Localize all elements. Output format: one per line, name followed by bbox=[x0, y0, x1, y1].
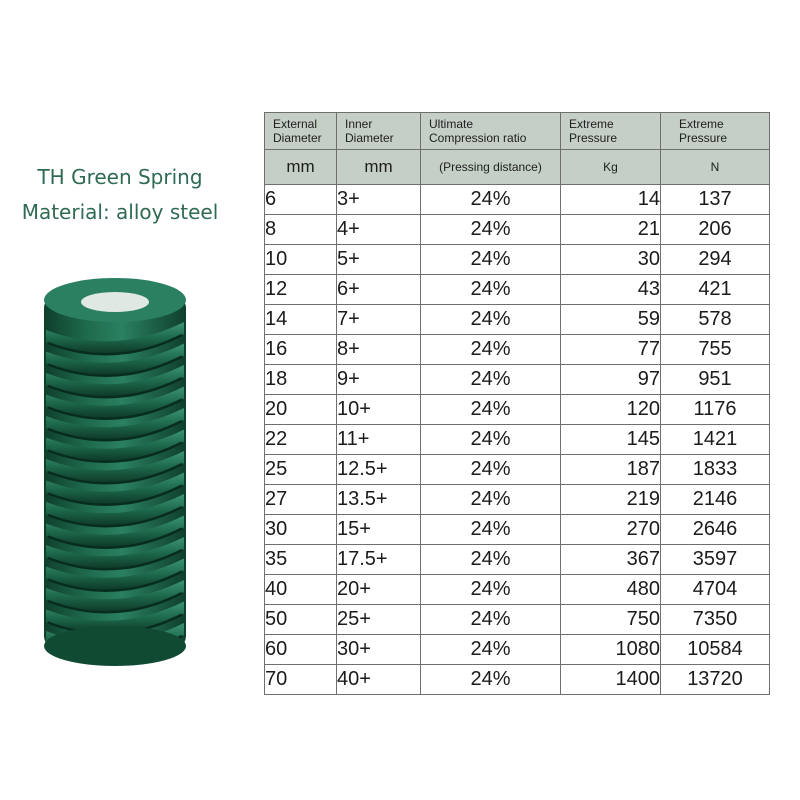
table-cell: 6 bbox=[265, 185, 337, 215]
column-header-pressure-n bbox=[661, 113, 770, 150]
table-row bbox=[265, 425, 770, 455]
table-cell: 270 bbox=[561, 515, 661, 545]
table-cell: 30 bbox=[561, 245, 661, 275]
table-cell: 35 bbox=[265, 545, 337, 575]
header-text: Diameter bbox=[345, 131, 394, 145]
table-cell: 1421 bbox=[661, 425, 770, 455]
table-cell: 24% bbox=[421, 545, 561, 575]
table-row bbox=[265, 605, 770, 635]
table-cell: 97 bbox=[561, 365, 661, 395]
table-row bbox=[265, 245, 770, 275]
spring-top-opening bbox=[81, 292, 149, 312]
table-cell: 750 bbox=[561, 605, 661, 635]
table-cell: 6+ bbox=[337, 275, 421, 305]
table-cell: 137 bbox=[661, 185, 770, 215]
column-header-compression-ratio bbox=[421, 113, 561, 150]
table-row bbox=[265, 665, 770, 695]
material-label: Material: alloy steel bbox=[21, 200, 219, 224]
table-cell: 24% bbox=[421, 665, 561, 695]
table-cell: 60 bbox=[265, 635, 337, 665]
table-row bbox=[265, 275, 770, 305]
table-cell: 25+ bbox=[337, 605, 421, 635]
table-cell: 12 bbox=[265, 275, 337, 305]
table-cell: 294 bbox=[661, 245, 770, 275]
table-cell: 59 bbox=[561, 305, 661, 335]
table-cell: 22 bbox=[265, 425, 337, 455]
table-cell: 21 bbox=[561, 215, 661, 245]
table-row bbox=[265, 635, 770, 665]
table-cell: 30 bbox=[265, 515, 337, 545]
table-row bbox=[265, 185, 770, 215]
table-cell: 20 bbox=[265, 395, 337, 425]
table-cell: 24% bbox=[421, 575, 561, 605]
table-cell: 13720 bbox=[661, 665, 770, 695]
product-title: TH Green Spring bbox=[37, 165, 203, 189]
table-cell: 10584 bbox=[661, 635, 770, 665]
unit-header: (Pressing distance) bbox=[421, 150, 561, 185]
table-cell: 40 bbox=[265, 575, 337, 605]
table-cell: 14 bbox=[265, 305, 337, 335]
table-row bbox=[265, 305, 770, 335]
table-cell: 12.5+ bbox=[337, 455, 421, 485]
table-cell: 421 bbox=[661, 275, 770, 305]
table-cell: 10+ bbox=[337, 395, 421, 425]
table-cell: 5+ bbox=[337, 245, 421, 275]
spring-spec-table bbox=[264, 112, 770, 695]
unit-header: N bbox=[661, 150, 770, 185]
table-row bbox=[265, 485, 770, 515]
table-cell: 24% bbox=[421, 605, 561, 635]
table-cell: 24% bbox=[421, 485, 561, 515]
table-cell: 24% bbox=[421, 515, 561, 545]
header-text: Pressure bbox=[679, 131, 728, 145]
column-header-pressure-kg bbox=[561, 113, 661, 150]
table-cell: 24% bbox=[421, 365, 561, 395]
table-cell: 24% bbox=[421, 245, 561, 275]
table-cell: 120 bbox=[561, 395, 661, 425]
table-cell: 3597 bbox=[661, 545, 770, 575]
table-row bbox=[265, 365, 770, 395]
table-cell: 20+ bbox=[337, 575, 421, 605]
table-cell: 24% bbox=[421, 635, 561, 665]
table-cell: 7350 bbox=[661, 605, 770, 635]
table-cell: 70 bbox=[265, 665, 337, 695]
table-cell: 187 bbox=[561, 455, 661, 485]
table-cell: 480 bbox=[561, 575, 661, 605]
table-cell: 24% bbox=[421, 275, 561, 305]
table-row bbox=[265, 545, 770, 575]
header-text: Ultimate bbox=[429, 117, 474, 131]
table-cell: 24% bbox=[421, 335, 561, 365]
table-cell: 145 bbox=[561, 425, 661, 455]
table-cell: 4+ bbox=[337, 215, 421, 245]
table-cell: 18 bbox=[265, 365, 337, 395]
table-cell: 27 bbox=[265, 485, 337, 515]
table-cell: 43 bbox=[561, 275, 661, 305]
header-text: External bbox=[273, 117, 318, 131]
table-cell: 24% bbox=[421, 215, 561, 245]
column-header-inner-diameter bbox=[337, 113, 421, 150]
table-cell: 2646 bbox=[661, 515, 770, 545]
table-cell: 24% bbox=[421, 305, 561, 335]
green-spring-image bbox=[40, 278, 190, 668]
header-text: Diameter bbox=[273, 131, 322, 145]
table-row bbox=[265, 335, 770, 365]
table-cell: 1176 bbox=[661, 395, 770, 425]
table-row bbox=[265, 515, 770, 545]
table-cell: 367 bbox=[561, 545, 661, 575]
table-cell: 24% bbox=[421, 185, 561, 215]
table-row bbox=[265, 575, 770, 605]
table-cell: 17.5+ bbox=[337, 545, 421, 575]
table-cell: 24% bbox=[421, 395, 561, 425]
spring-bottom-coil bbox=[44, 626, 186, 666]
unit-header: mm bbox=[265, 150, 337, 185]
table-cell: 30+ bbox=[337, 635, 421, 665]
table-cell: 9+ bbox=[337, 365, 421, 395]
table-cell: 1833 bbox=[661, 455, 770, 485]
header-text: Inner bbox=[345, 117, 373, 131]
table-cell: 16 bbox=[265, 335, 337, 365]
table-cell: 11+ bbox=[337, 425, 421, 455]
table-cell: 755 bbox=[661, 335, 770, 365]
table-cell: 206 bbox=[661, 215, 770, 245]
table-cell: 13.5+ bbox=[337, 485, 421, 515]
table-cell: 50 bbox=[265, 605, 337, 635]
table-cell: 1080 bbox=[561, 635, 661, 665]
header-text: Compression ratio bbox=[429, 131, 527, 145]
table-cell: 24% bbox=[421, 455, 561, 485]
table-cell: 8 bbox=[265, 215, 337, 245]
column-header-external-diameter bbox=[265, 113, 337, 150]
header-text: Extreme bbox=[679, 117, 724, 131]
unit-header: Kg bbox=[561, 150, 661, 185]
unit-header: mm bbox=[337, 150, 421, 185]
table-cell: 14 bbox=[561, 185, 661, 215]
table-row bbox=[265, 395, 770, 425]
table-cell: 40+ bbox=[337, 665, 421, 695]
header-text: Pressure bbox=[569, 131, 618, 145]
table-cell: 77 bbox=[561, 335, 661, 365]
table-cell: 25 bbox=[265, 455, 337, 485]
table-cell: 15+ bbox=[337, 515, 421, 545]
table-cell: 219 bbox=[561, 485, 661, 515]
table-cell: 3+ bbox=[337, 185, 421, 215]
table-row bbox=[265, 455, 770, 485]
table-cell: 24% bbox=[421, 425, 561, 455]
table-row bbox=[265, 215, 770, 245]
table-cell: 7+ bbox=[337, 305, 421, 335]
table-cell: 2146 bbox=[661, 485, 770, 515]
header-text: Extreme bbox=[569, 117, 614, 131]
table-cell: 1400 bbox=[561, 665, 661, 695]
table-cell: 4704 bbox=[661, 575, 770, 605]
table-cell: 8+ bbox=[337, 335, 421, 365]
table-cell: 10 bbox=[265, 245, 337, 275]
table-cell: 578 bbox=[661, 305, 770, 335]
table-cell: 951 bbox=[661, 365, 770, 395]
